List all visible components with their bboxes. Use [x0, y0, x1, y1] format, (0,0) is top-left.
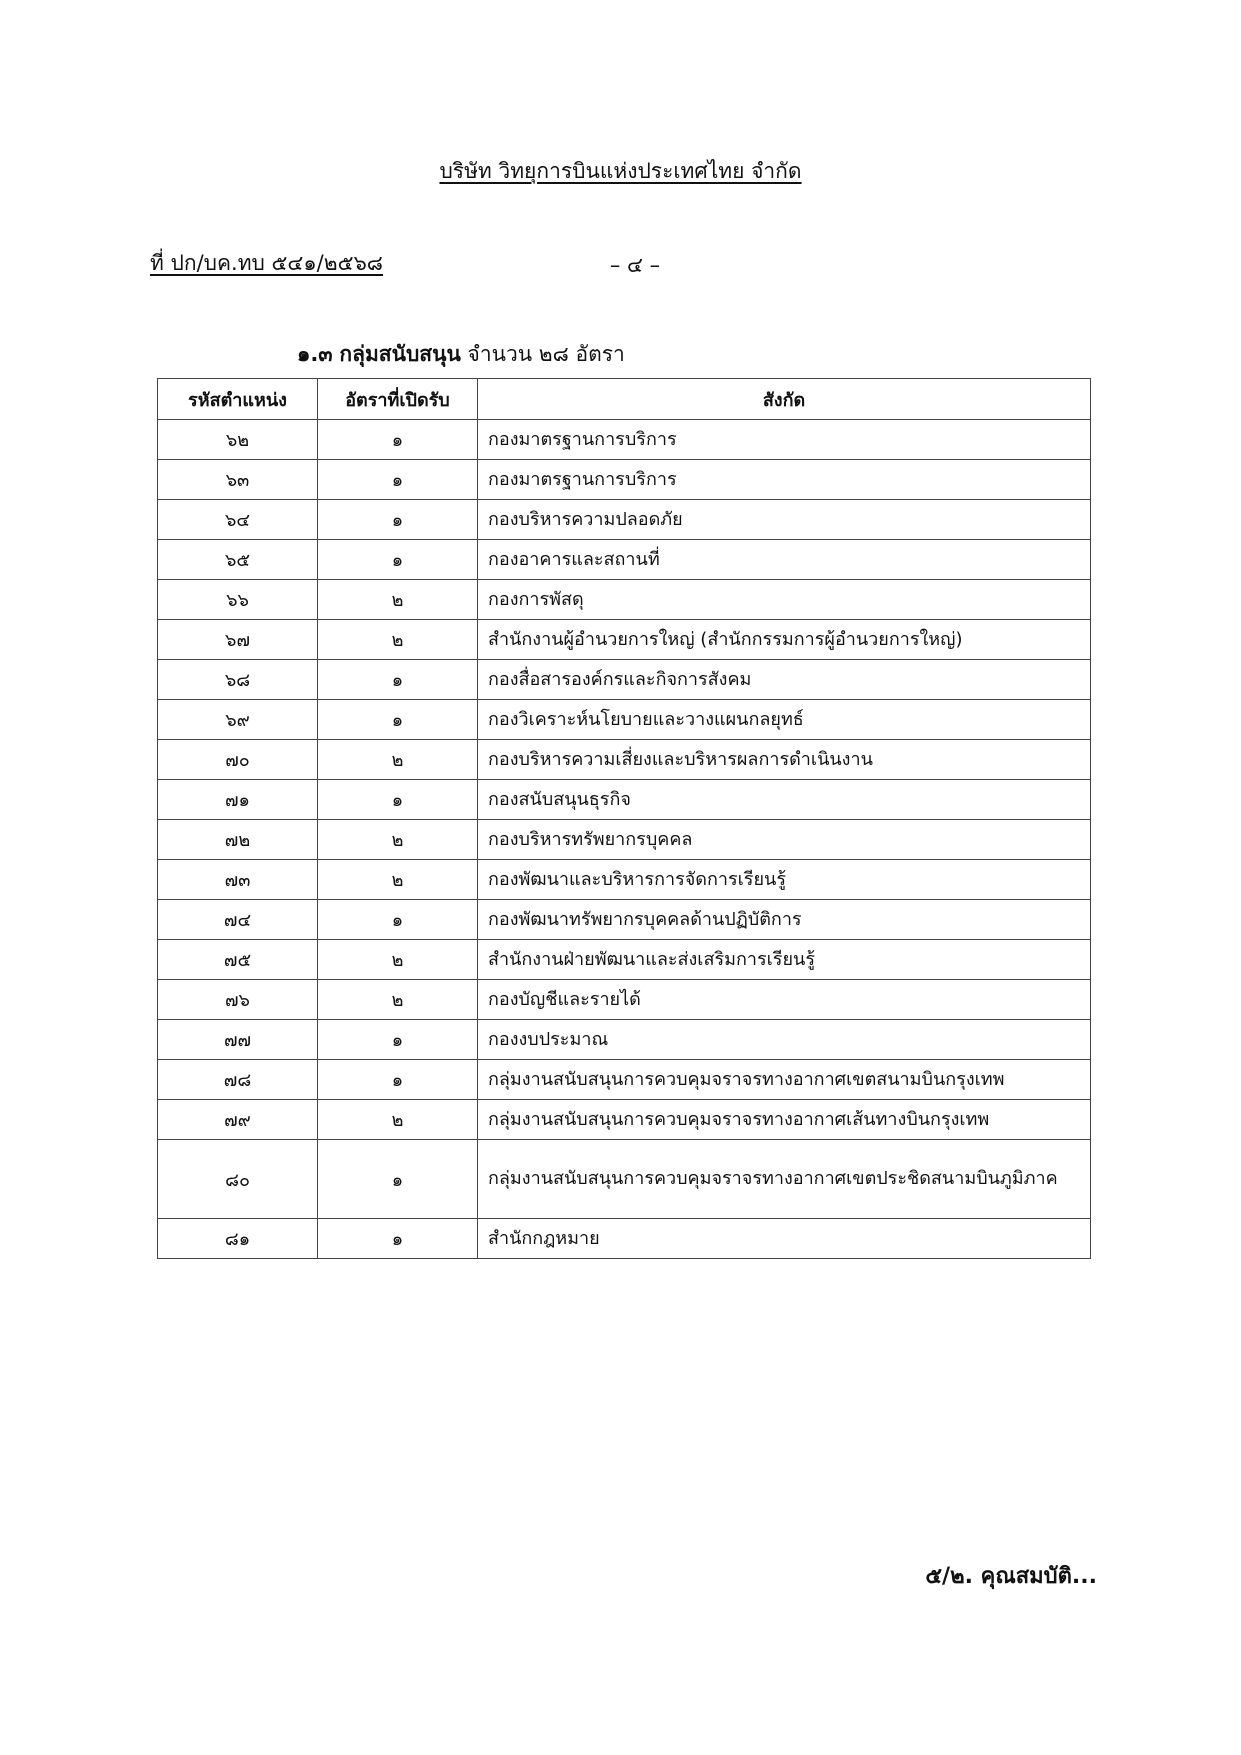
position-unit: สำนักกฎหมาย — [478, 1219, 1091, 1259]
table-row — [158, 940, 1091, 980]
position-rate: ๑ — [318, 900, 478, 940]
position-rate: ๒ — [318, 1100, 478, 1140]
position-unit: กองวิเคราะห์นโยบายและวางแผนกลยุทธ์ — [478, 700, 1091, 740]
position-unit: กองพัฒนาทรัพยากรบุคคลด้านปฏิบัติการ — [478, 900, 1091, 940]
section-number: ๑.๓ — [297, 342, 333, 366]
position-rate: ๑ — [318, 660, 478, 700]
position-code: ๗๘ — [158, 1060, 318, 1100]
position-code: ๘๐ — [158, 1140, 318, 1219]
position-code: ๘๑ — [158, 1219, 318, 1259]
position-rate: ๑ — [318, 1020, 478, 1060]
position-code: ๖๙ — [158, 700, 318, 740]
table-row — [158, 900, 1091, 940]
position-unit: กองพัฒนาและบริหารการจัดการเรียนรู้ — [478, 860, 1091, 900]
table-row — [158, 580, 1091, 620]
position-code: ๗๙ — [158, 1100, 318, 1140]
position-rate: ๒ — [318, 940, 478, 980]
column-header-rate: อัตราที่เปิดรับ — [318, 379, 478, 420]
table-row — [158, 460, 1091, 500]
position-code: ๗๑ — [158, 780, 318, 820]
company-name: บริษัท วิทยุการบินแห่งประเทศไทย จำกัด — [439, 159, 802, 183]
position-code: ๖๖ — [158, 580, 318, 620]
column-header-unit: สังกัด — [478, 379, 1091, 420]
position-code: ๗๔ — [158, 900, 318, 940]
position-code: ๗๖ — [158, 980, 318, 1020]
position-unit: กองมาตรฐานการบริการ — [478, 460, 1091, 500]
position-code: ๗๗ — [158, 1020, 318, 1060]
position-rate: ๑ — [318, 1060, 478, 1100]
position-unit: กองอาคารและสถานที่ — [478, 540, 1091, 580]
position-unit: กองการพัสดุ — [478, 580, 1091, 620]
table-row — [158, 660, 1091, 700]
table-row — [158, 1219, 1091, 1259]
table-row — [158, 820, 1091, 860]
position-rate: ๑ — [318, 500, 478, 540]
position-code: ๖๒ — [158, 420, 318, 460]
column-header-code: รหัสตำแหน่ง — [158, 379, 318, 420]
table-row — [158, 980, 1091, 1020]
position-code: ๖๓ — [158, 460, 318, 500]
section-count: จำนวน ๒๘ อัตรา — [467, 342, 625, 366]
positions-table — [157, 378, 1091, 1259]
section-group-name: กลุ่มสนับสนุน — [339, 342, 461, 366]
position-code: ๗๒ — [158, 820, 318, 860]
table-row — [158, 500, 1091, 540]
position-code: ๖๘ — [158, 660, 318, 700]
position-rate: ๒ — [318, 620, 478, 660]
table-row — [158, 620, 1091, 660]
table-row — [158, 1140, 1091, 1219]
table-row — [158, 1020, 1091, 1060]
position-unit: กองบริหารทรัพยากรบุคคล — [478, 820, 1091, 860]
position-rate: ๑ — [318, 1219, 478, 1259]
table-row — [158, 860, 1091, 900]
position-rate: ๑ — [318, 420, 478, 460]
position-rate: ๒ — [318, 740, 478, 780]
position-rate: ๑ — [318, 540, 478, 580]
page-number: – ๔ – — [609, 253, 661, 277]
position-rate: ๒ — [318, 860, 478, 900]
table-row — [158, 780, 1091, 820]
position-unit: กองมาตรฐานการบริการ — [478, 420, 1091, 460]
position-unit: กองบริหารความปลอดภัย — [478, 500, 1091, 540]
table-row — [158, 540, 1091, 580]
position-code: ๗๕ — [158, 940, 318, 980]
position-code: ๗๐ — [158, 740, 318, 780]
position-rate: ๒ — [318, 580, 478, 620]
table-row — [158, 740, 1091, 780]
position-unit: กลุ่มงานสนับสนุนการควบคุมจราจรทางอากาศเขตประชิดสนามบินภูมิภาค — [478, 1140, 1091, 1219]
position-rate: ๒ — [318, 820, 478, 860]
position-rate: ๒ — [318, 980, 478, 1020]
position-unit: สำนักงานฝ่ายพัฒนาและส่งเสริมการเรียนรู้ — [478, 940, 1091, 980]
position-unit: กองงบประมาณ — [478, 1020, 1091, 1060]
position-unit: กองบัญชีและรายได้ — [478, 980, 1091, 1020]
table-row — [158, 700, 1091, 740]
table-header-row — [158, 379, 1091, 420]
continuation-marker: ๕/๒. คุณสมบัติ... — [925, 1564, 1097, 1589]
position-code: ๖๕ — [158, 540, 318, 580]
company-title — [0, 156, 1241, 186]
position-unit: กลุ่มงานสนับสนุนการควบคุมจราจรทางอากาศเส้นทางบินกรุงเทพ — [478, 1100, 1091, 1140]
section-heading — [297, 339, 625, 369]
position-unit: กองสนับสนุนธุรกิจ — [478, 780, 1091, 820]
position-code: ๗๓ — [158, 860, 318, 900]
document-reference-number: ที่ ปก/บค.ทบ ๕๔๑/๒๕๖๘ — [150, 251, 383, 275]
position-unit: กองบริหารความเสี่ยงและบริหารผลการดำเนินงาน — [478, 740, 1091, 780]
position-unit: กลุ่มงานสนับสนุนการควบคุมจราจรทางอากาศเขตสนามบินกรุงเทพ — [478, 1060, 1091, 1100]
position-unit: สำนักงานผู้อำนวยการใหญ่ (สำนักกรรมการผู้อำนวยการใหญ่) — [478, 620, 1091, 660]
table-row — [158, 1060, 1091, 1100]
position-rate: ๑ — [318, 460, 478, 500]
position-unit: กองสื่อสารองค์กรและกิจการสังคม — [478, 660, 1091, 700]
table-row — [158, 420, 1091, 460]
position-code: ๖๗ — [158, 620, 318, 660]
position-rate: ๑ — [318, 1140, 478, 1219]
table-row — [158, 1100, 1091, 1140]
position-rate: ๑ — [318, 780, 478, 820]
position-rate: ๑ — [318, 700, 478, 740]
position-code: ๖๔ — [158, 500, 318, 540]
